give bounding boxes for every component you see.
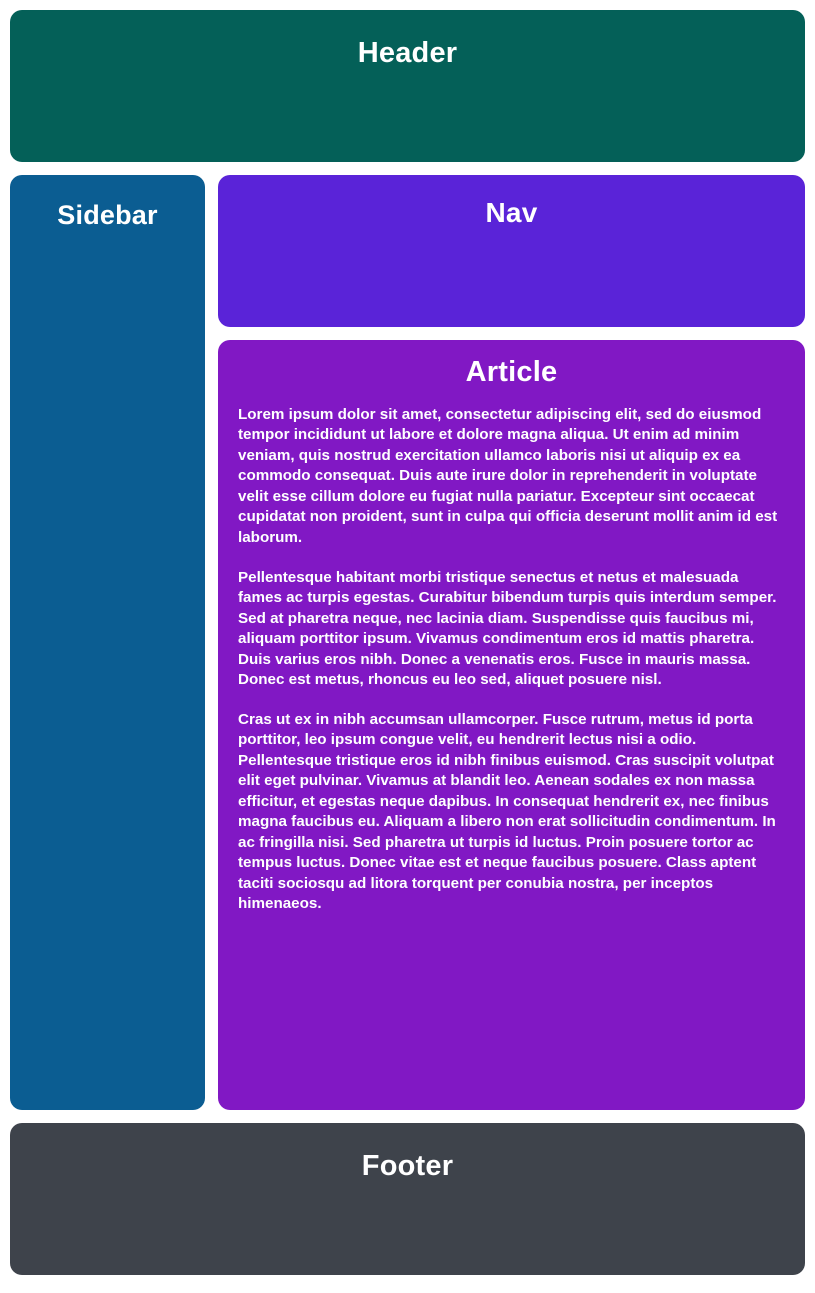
article-paragraph: Pellentesque habitant morbi tristique senectus et netus et malesuada fames ac turpis egestas. Curabitur bibendum turpis quis interdum semper. Sed at pharetra neque, nec lacinia diam. Suspendisse quis faucibus mi, aliquam porttitor ipsum. Vivamus condimentum eros id mattis pharetra. Duis varius eros nibh. Donec a venenatis eros. Fusce in mauris massa. Donec est metus, rhoncus eu leo sed, aliquet posuere nisl.	[238, 568, 777, 689]
article-title: Article	[465, 356, 558, 388]
middle-row	[10, 175, 805, 1110]
footer-region	[10, 1123, 805, 1275]
nav-title: Nav	[485, 197, 538, 228]
main-column	[218, 175, 805, 1110]
header-title: Header	[357, 37, 458, 69]
sidebar-region	[10, 175, 205, 1110]
sidebar-title: Sidebar	[57, 200, 158, 230]
footer-title: Footer	[361, 1150, 454, 1182]
article-paragraph: Cras ut ex in nibh accumsan ullamcorper. Fusce rutrum, metus id porta porttitor, leo ipsum congue velit, eu hendrerit lectus nisi a odio. Pellentesque tristique eros id nibh finibus euismod. Cras suscipit volutpat elit eget pulvinar. Vivamus at blandit leo. Aenean sodales ex non massa efficitur, et egestas neque dapibus. In consequat hendrerit ex, nec finibus magna faucibus eu. Aliquam a libero non erat sollicitudin condimentum. In ac fringilla nisi. Sed pharetra ut turpis id luctus. Proin posuere tortor ac tempus luctus. Donec vitae est et neque faucibus posuere. Class aptent taciti sociosqu ad litora torquent per conubia nostra, per inceptos himenaeos.	[238, 710, 776, 913]
article-region	[218, 340, 805, 1110]
header-region	[10, 10, 805, 162]
article-paragraph: Lorem ipsum dolor sit amet, consectetur adipiscing elit, sed do eiusmod tempor incididunt ut labore et dolore magna aliqua. Ut enim ad minim veniam, quis nostrud exercitation ullamco laboris nisi ut aliquip ex ea commodo consequat. Duis aute irure dolor in reprehenderit in voluptate velit esse cillum dolore eu fugiat nulla pariatur. Excepteur sint occaecat cupidatat non proident, sunt in culpa qui officia deserunt mollit anim id est laborum.	[238, 405, 778, 546]
nav-region[interactable]	[218, 175, 805, 327]
